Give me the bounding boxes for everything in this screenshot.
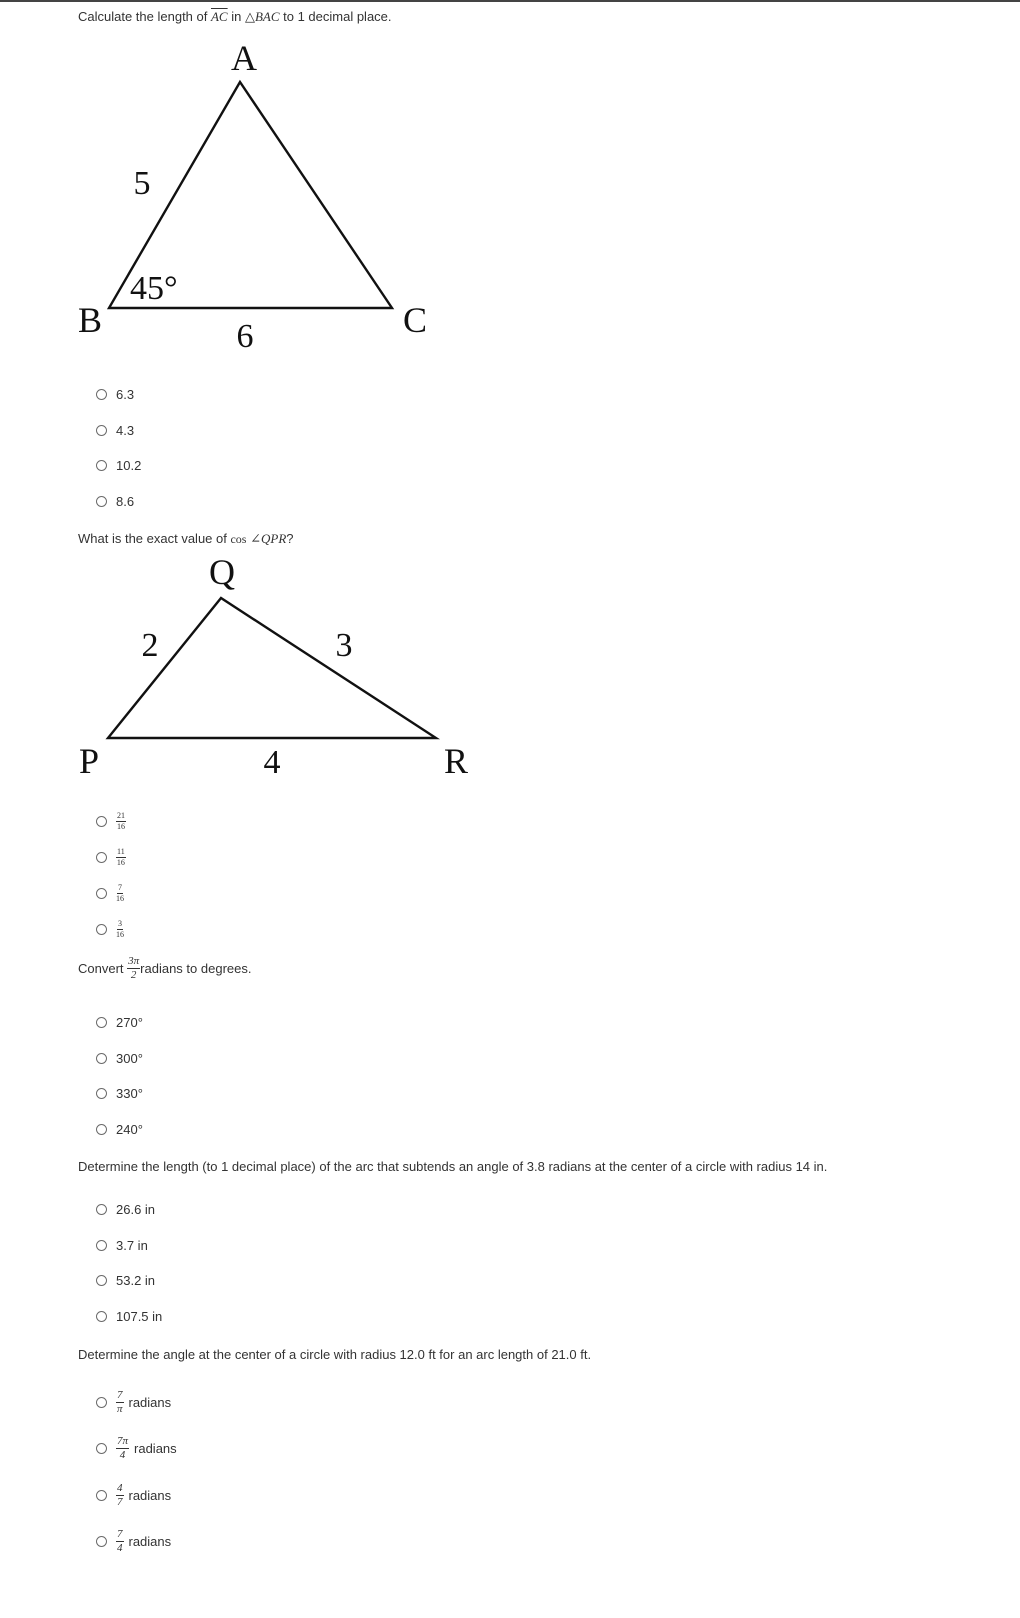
radio-button[interactable]: [96, 1124, 107, 1135]
triangle-symbol: △: [244, 9, 255, 24]
option-row[interactable]: 8.6: [96, 484, 141, 520]
cos-function: cos: [230, 532, 247, 546]
option-row[interactable]: 270°: [96, 1005, 143, 1041]
option-row[interactable]: [96, 911, 126, 947]
angle-symbol: ∠: [250, 531, 261, 546]
radio-button[interactable]: [96, 1240, 107, 1251]
side-ba-label: 5: [133, 165, 151, 202]
fraction-3pi-over-2: $\frac{3\pi}{2}$: [128, 955, 140, 981]
question-3-prompt: Convert $\frac{3\pi}{2}$ radians to degrees.: [78, 955, 252, 981]
top-divider: [0, 0, 1020, 2]
question-5-prompt: Determine the angle at the center of a circle with radius 12.0 ft for an arc length of 21.0 ft.: [78, 1347, 592, 1362]
option-row[interactable]: 10.2: [96, 448, 141, 484]
radio-button[interactable]: [96, 389, 107, 400]
radio-button[interactable]: [96, 1443, 107, 1454]
option-row[interactable]: 6.3: [96, 377, 141, 413]
radio-button[interactable]: [96, 1053, 107, 1064]
radio-button[interactable]: [96, 1275, 107, 1286]
fraction: $\frac{7}{16}$: [116, 882, 124, 903]
radio-button[interactable]: [96, 816, 107, 827]
fraction: $\frac{21}{16}$: [117, 810, 125, 831]
option-row[interactable]: 26.6 in: [96, 1192, 162, 1228]
option-row[interactable]: 53.2 in: [96, 1263, 162, 1299]
vertex-q-label: Q: [209, 552, 235, 592]
side-pr-label: 4: [263, 744, 281, 781]
radio-button[interactable]: [96, 852, 107, 863]
option-row[interactable]: 4.3: [96, 413, 141, 449]
vertex-p-label: P: [78, 741, 100, 781]
triangle-name: BAC: [254, 9, 280, 24]
question-2-prompt: What is the exact value of cos ∠QPR?: [78, 531, 294, 546]
question-1-prompt: Calculate the length of $\overline{AC}$ in △BAC to 1 decimal place.: [78, 9, 392, 24]
vertex-b-label: B: [77, 300, 103, 340]
option-row[interactable]: 300°: [96, 1041, 143, 1077]
option-row[interactable]: 107.5 in: [96, 1299, 162, 1335]
option-row[interactable]: $\frac{7}{\pi}$ radians: [96, 1379, 177, 1426]
option-row[interactable]: $\frac{7}{4}$ radians: [96, 1519, 177, 1566]
radio-button[interactable]: [96, 496, 107, 507]
option-row[interactable]: $\frac{4}{7}$ radians: [96, 1472, 177, 1519]
triangle-pqr-shape: [108, 598, 436, 738]
question-1-options: [96, 377, 141, 519]
option-row[interactable]: [96, 803, 126, 839]
option-row[interactable]: [96, 875, 126, 911]
option-row[interactable]: $\frac{7\pi}{4}$ radians: [96, 1426, 177, 1473]
triangle-bac-figure: [0, 30, 480, 360]
angle-name: QPR: [261, 531, 287, 546]
radio-button[interactable]: [96, 425, 107, 436]
side-pq-label: 2: [141, 627, 159, 664]
radio-button[interactable]: [96, 1311, 107, 1322]
option-row[interactable]: 330°: [96, 1076, 143, 1112]
question-5-options: [96, 1379, 177, 1565]
fraction: $\frac{4}{7}$: [117, 1481, 123, 1508]
segment-ac: $\overline{AC}$: [210, 9, 228, 24]
triangle-pqr-figure: [0, 550, 500, 790]
side-qr-label: 3: [335, 627, 353, 664]
question-4-options: [96, 1192, 162, 1334]
radio-button[interactable]: [96, 1536, 107, 1547]
option-row[interactable]: 3.7 in: [96, 1228, 162, 1264]
radio-button[interactable]: [96, 1017, 107, 1028]
vertex-r-label: R: [443, 741, 469, 781]
radio-button[interactable]: [96, 1490, 107, 1501]
radio-button[interactable]: [96, 888, 107, 899]
radio-button[interactable]: [96, 1088, 107, 1099]
vertex-c-label: C: [402, 300, 428, 340]
side-bc-label: 6: [236, 318, 254, 355]
vertex-a-label: A: [231, 38, 257, 78]
fraction: $\frac{7\pi}{4}$: [117, 1435, 129, 1462]
question-3-options: [96, 1005, 143, 1147]
radio-button[interactable]: [96, 460, 107, 471]
option-row[interactable]: 240°: [96, 1112, 143, 1148]
question-4-prompt: Determine the length (to 1 decimal place) of the arc that subtends an angle of 3.8 radians at the center of a circle with radius 14 in.: [78, 1159, 828, 1174]
fraction: $\frac{7}{\pi}$: [116, 1388, 123, 1415]
fraction: $\frac{11}{16}$: [116, 846, 125, 867]
radio-button[interactable]: [96, 1397, 107, 1408]
fraction: $\frac{7}{4}$: [117, 1528, 123, 1555]
option-row[interactable]: [96, 839, 126, 875]
radio-button[interactable]: [96, 1204, 107, 1215]
angle-b-label: 45°: [130, 270, 178, 307]
radio-button[interactable]: [96, 924, 107, 935]
question-2-options: [96, 803, 126, 947]
fraction: $\frac{3}{16}$: [116, 918, 124, 939]
